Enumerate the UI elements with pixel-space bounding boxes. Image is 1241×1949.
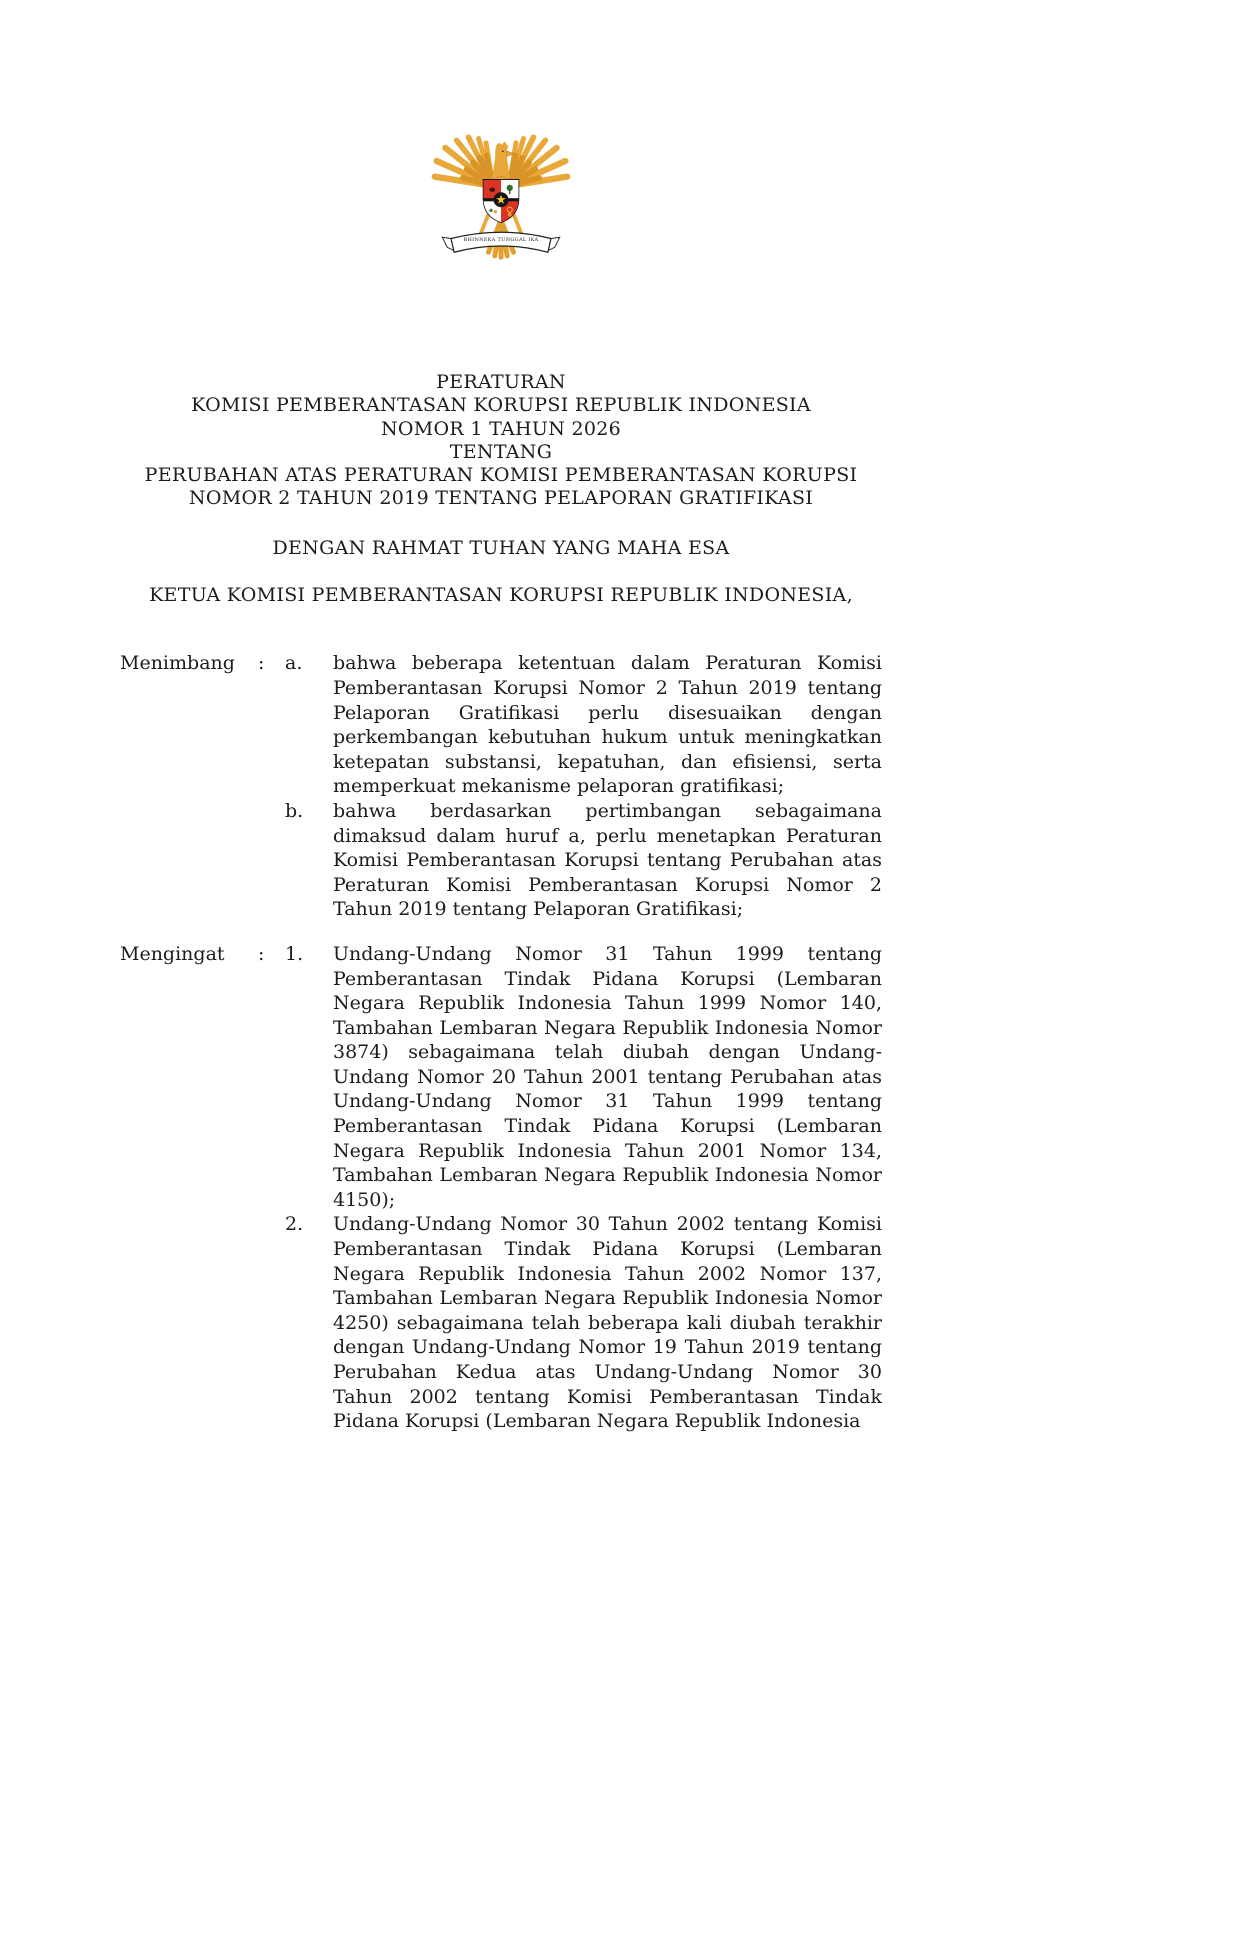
section-mengingat [120, 942, 882, 1434]
garuda-right-wing [509, 137, 567, 186]
section-colon: : [258, 942, 265, 965]
list-item [285, 799, 882, 922]
garuda-pancasila-emblem [426, 112, 576, 275]
motto-banner-text: BHINNEKA TUNGGAL IKA [463, 237, 539, 243]
item-marker: 1. [285, 942, 304, 965]
title-line-1: PERATURAN [436, 371, 566, 393]
item-text: Undang-Undang Nomor 30 Tahun 2002 tentang Komisi Pemberantasan Tindak Pidana Korupsi (Lembaran Negara Republik Indonesia Tahun 2002 Nomor 137, Tambahan Lembaran Negara Republik Indonesia Nomor 4250) sebagaimana telah beberapa kali diubah terakhir dengan Undang-Undang Nomor 19 Tahun 2019 tentang Perubahan Kedua atas Undang-Undang Nomor 30 Tahun 2002 tentang Komisi Pemberantasan Tindak Pidana Korupsi (Lembaran Negara Republik Indonesia [333, 1213, 882, 1433]
section-label: Menimbang [120, 652, 235, 675]
garuda-left-wing [435, 137, 493, 186]
preamble-sections [120, 651, 882, 1433]
title-line-6: NOMOR 2 TAHUN 2019 TENTANG PELAPORAN GRATIFIKASI [188, 487, 814, 510]
title-line-2: KOMISI PEMBERANTASAN KORUPSI REPUBLIK INDONESIA [191, 394, 811, 417]
title-line-4: TENTANG [449, 440, 553, 463]
invocation-line: DENGAN RAHMAT TUHAN YANG MAHA ESA [272, 536, 730, 559]
item-marker: a. [285, 652, 303, 675]
item-text: bahwa berdasarkan pertimbangan sebagaimana dimaksud dalam huruf a, perlu menetapkan Peraturan Komisi Pemberantasan Korupsi tentang Perubahan atas Peraturan Komisi Pemberantasan Korupsi Nomor 2 Tahun 2019 tentang Pelaporan Gratifikasi; [333, 799, 882, 921]
item-marker: 2. [285, 1213, 304, 1236]
title-line-3: NOMOR 1 TAHUN 2026 [380, 417, 622, 440]
list-item [285, 1212, 882, 1433]
list-item [285, 942, 882, 1213]
item-text: bahwa beberapa ketentuan dalam Peraturan Komisi Pemberantasan Korupsi Nomor 2 Tahun 2019 tentang Pelaporan Gratifikasi perlu disesuaikan dengan perkembangan kebutuhan hukum untuk meningkatkan ketepatan substansi, kepatuhan, dan efisiensi, serta memperkuat mekanisme pelaporan gratifikasi; [333, 652, 882, 798]
document-title [120, 371, 882, 511]
section-label: Mengingat [120, 942, 225, 965]
document-page [120, 0, 882, 1434]
officiant-line: KETUA KOMISI PEMBERANTASAN KORUPSI REPUBLIK INDONESIA, [149, 584, 853, 607]
section-items [285, 942, 882, 1434]
section-colon: : [258, 652, 265, 675]
section-items [285, 651, 882, 922]
emblem-container [120, 0, 882, 279]
section-menimbang [120, 651, 882, 922]
title-line-5: PERUBAHAN ATAS PERATURAN KOMISI PEMBERANTASAN KORUPSI [144, 464, 858, 487]
list-item [285, 651, 882, 799]
item-marker: b. [285, 799, 304, 822]
item-text: Undang-Undang Nomor 31 Tahun 1999 tentang Pemberantasan Tindak Pidana Korupsi (Lembaran Negara Republik Indonesia Tahun 1999 Nomor 140, Tambahan Lembaran Negara Republik Indonesia Nomor 3874) sebagaimana telah diubah dengan Undang-Undang Nomor 20 Tahun 2001 tentang Perubahan atas Undang-Undang Nomor 31 Tahun 1999 tentang Pemberantasan Tindak Pidana Korupsi (Lembaran Negara Republik Indonesia Tahun 2001 Nomor 134, Tambahan Lembaran Negara Republik Indonesia Nomor 4150); [333, 942, 882, 1211]
